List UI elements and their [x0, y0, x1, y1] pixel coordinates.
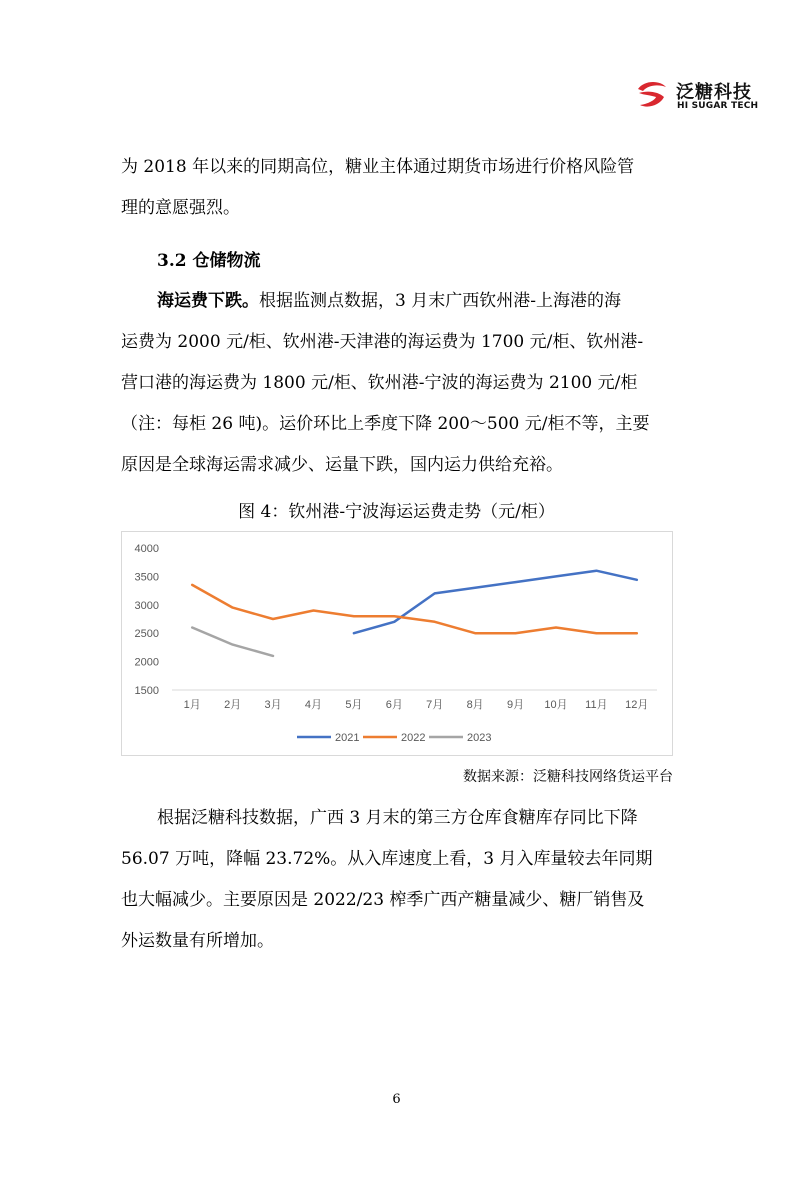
chart-canvas: [122, 532, 674, 757]
page-number: 6: [392, 1092, 401, 1107]
x-tick-label: 5月: [345, 699, 363, 711]
text-line: 56.07 万吨，降幅 23.72%。从入库速度上看，3 月入库量较去年同期: [121, 849, 653, 869]
x-tick-label: 9月: [506, 699, 525, 711]
x-tick-label: 4月: [304, 699, 323, 711]
x-tick-label: 7月: [426, 699, 444, 711]
series-line-2021: [354, 571, 637, 634]
lead-phrase: 海运费下跌。: [157, 291, 259, 311]
text-line: 理的意愿强烈。: [121, 198, 240, 218]
paragraph-2: [121, 281, 676, 486]
x-tick-label: 8月: [466, 699, 484, 711]
x-tick-label: 11月: [585, 699, 608, 711]
legend-label-2022: 2022: [401, 732, 426, 744]
logo-english-name: HI SUGAR TECH: [677, 101, 759, 111]
y-tick-label: 1500: [134, 685, 159, 697]
y-tick-label: 2500: [134, 628, 159, 641]
legend-label-2021: 2021: [335, 732, 360, 744]
brand-logo: [634, 78, 774, 114]
text-line: （注：每柜 26 吨)。运价环比上季度下降 200～500 元/柜不等，主要: [121, 414, 650, 434]
x-tick-label: 2月: [224, 699, 242, 711]
logo-swoosh-icon: [634, 78, 668, 112]
section-heading: 3.2 仓储物流: [157, 251, 261, 271]
text-line: 原因是全球海运需求减少、运量下跌，国内运力供给充裕。: [121, 455, 563, 475]
text-line: 为 2018 年以来的同期高位，糖业主体通过期货市场进行价格风险管: [121, 157, 635, 177]
figure-source: 数据来源：泛糖科技网络货运平台: [463, 769, 673, 785]
x-tick-label: 10月: [544, 699, 568, 711]
text-line: 运费为 2000 元/柜、钦州港-天津港的海运费为 1700 元/柜、钦州港-: [121, 332, 644, 352]
x-tick-label: 6月: [385, 699, 403, 711]
y-tick-label: 3500: [134, 571, 159, 584]
legend-label-2023: 2023: [467, 732, 492, 744]
text-line: 营口港的海运费为 1800 元/柜、钦州港-宁波的海运费为 2100 元/柜: [121, 373, 638, 393]
text-span: 根据监测点数据，3 月末广西钦州港-上海港的海: [259, 291, 621, 311]
paragraph-1: [121, 147, 676, 229]
series-line-2023: [192, 628, 273, 656]
x-tick-label: 1月: [183, 699, 201, 711]
y-tick-label: 4000: [134, 543, 159, 555]
x-tick-label: 3月: [264, 699, 282, 711]
logo-chinese-name: 泛糖科技: [676, 82, 752, 103]
y-tick-label: 2000: [134, 656, 159, 669]
y-tick-label: 3000: [134, 599, 159, 612]
text-line: [121, 281, 676, 322]
figure-title: 图 4：钦州港-宁波海运运费走势（元/柜）: [238, 502, 555, 522]
x-tick-label: 12月: [625, 699, 649, 711]
text-line: 外运数量有所增加。: [121, 931, 274, 951]
text-line: 也大幅减少。主要原因是 2022/23 榨季广西产糖量减少、糖厂销售及: [121, 890, 645, 910]
line-chart: [121, 531, 673, 756]
text-line: 根据泛糖科技数据，广西 3 月末的第三方仓库食糖库存同比下降: [157, 808, 638, 828]
paragraph-3: [121, 798, 676, 962]
